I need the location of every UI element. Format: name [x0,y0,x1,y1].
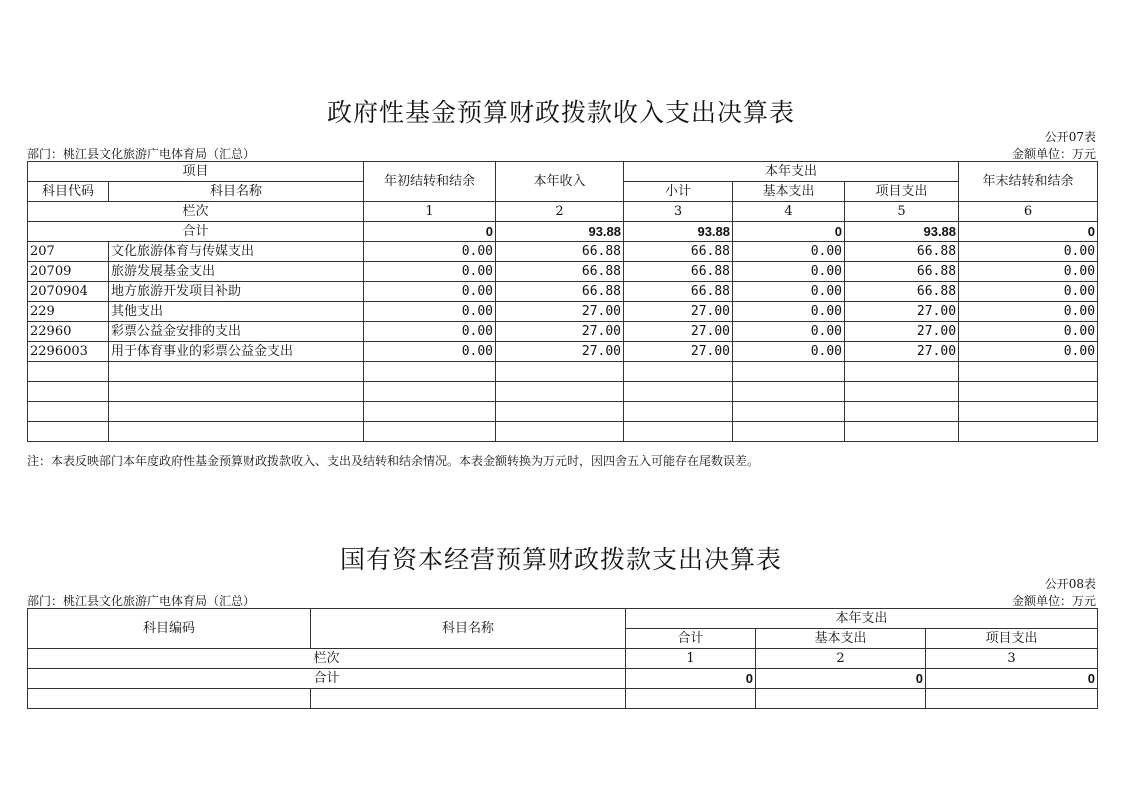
table2 [27,608,1098,709]
column-index: 1 [626,649,756,669]
table1-column-index-row [28,202,1098,222]
total-project: 0 [926,669,1098,689]
header-project: 项目支出 [845,182,959,202]
row-code: 2296003 [28,342,109,362]
column-index: 4 [733,202,845,222]
total-end: 0 [959,222,1098,242]
row-project: 27.00 [845,322,959,342]
header-basic: 基本支出 [756,629,926,649]
row-income: 27.00 [496,342,624,362]
row-end: 0.00 [959,322,1098,342]
total-subtotal: 93.88 [624,222,733,242]
row-end: 0.00 [959,282,1098,302]
table2-unit: 金额单位：万元 [1011,594,1096,608]
row-subtotal: 66.88 [624,282,733,302]
table-row [28,342,1098,362]
row-code: 22960 [28,322,109,342]
header-subject-name: 科目名称 [109,182,364,202]
header-income: 本年收入 [496,162,624,202]
row-basic: 0.00 [733,322,845,342]
table2-department: 部门：桃江县文化旅游广电体育局（汇总） [27,594,256,608]
row-begin: 0.00 [364,262,496,282]
table2-total-row [28,669,1098,689]
row-name: 旅游发展基金支出 [109,262,364,282]
table-row [28,262,1098,282]
table-row [28,282,1098,302]
row-basic: 0.00 [733,242,845,262]
header-item: 项目 [28,162,364,182]
row-code: 229 [28,302,109,322]
row-basic: 0.00 [733,282,845,302]
column-index: 1 [364,202,496,222]
table2-header-row [28,609,1098,629]
total-income: 93.88 [496,222,624,242]
row-name: 彩票公益金安排的支出 [109,322,364,342]
row-begin: 0.00 [364,342,496,362]
column-index-label: 栏次 [28,649,626,669]
header-project: 项目支出 [926,629,1098,649]
column-index: 5 [845,202,959,222]
column-index: 2 [756,649,926,669]
row-code: 207 [28,242,109,262]
empty-row [28,382,1098,402]
column-index: 3 [624,202,733,222]
total-basic: 0 [756,669,926,689]
row-basic: 0.00 [733,262,845,282]
total-label: 合计 [28,669,626,689]
table1-unit: 金额单位：万元 [1011,147,1096,161]
row-project: 27.00 [845,302,959,322]
row-code: 2070904 [28,282,109,302]
total-project: 93.88 [845,222,959,242]
row-basic: 0.00 [733,302,845,322]
table-row [28,322,1098,342]
row-subtotal: 27.00 [624,342,733,362]
row-project: 27.00 [845,342,959,362]
empty-row [28,362,1098,382]
row-end: 0.00 [959,302,1098,322]
row-begin: 0.00 [364,242,496,262]
row-project: 66.88 [845,242,959,262]
row-begin: 0.00 [364,282,496,302]
row-income: 66.88 [496,262,624,282]
table2-code: 公开08表 [1044,577,1096,591]
table1-header-row [28,162,1098,182]
header-subject-code: 科目代码 [28,182,109,202]
row-code: 20709 [28,262,109,282]
table1 [27,161,1098,442]
row-name: 用于体育事业的彩票公益金支出 [109,342,364,362]
table1-note: 注：本表反映部门本年度政府性基金预算财政拨款收入、支出及结转和结余情况。本表金额转换为万元时，因四舍五入可能存在尾数误差。 [27,454,760,468]
header-expenditure: 本年支出 [624,162,959,182]
row-project: 66.88 [845,282,959,302]
row-subtotal: 27.00 [624,322,733,342]
row-end: 0.00 [959,342,1098,362]
row-subtotal: 66.88 [624,242,733,262]
row-subtotal: 66.88 [624,262,733,282]
table2-column-index-row [28,649,1098,669]
table1-title: 政府性基金预算财政拨款收入支出决算表 [326,98,795,127]
header-subject-code: 科目编码 [28,609,311,649]
total-label: 合计 [28,222,364,242]
row-end: 0.00 [959,242,1098,262]
row-income: 27.00 [496,302,624,322]
total-total: 0 [626,669,756,689]
table-row [28,302,1098,322]
row-name: 其他支出 [109,302,364,322]
header-begin-balance: 年初结转和结余 [364,162,496,202]
column-index-label: 栏次 [28,202,364,222]
table1-code: 公开07表 [1044,130,1096,144]
row-name: 地方旅游开发项目补助 [109,282,364,302]
total-begin: 0 [364,222,496,242]
header-expenditure: 本年支出 [626,609,1098,629]
table1-department: 部门：桃江县文化旅游广电体育局（汇总） [27,147,256,161]
row-income: 66.88 [496,282,624,302]
column-index: 3 [926,649,1098,669]
row-begin: 0.00 [364,322,496,342]
table-row [28,242,1098,262]
row-name: 文化旅游体育与传媒支出 [109,242,364,262]
header-basic: 基本支出 [733,182,845,202]
row-subtotal: 27.00 [624,302,733,322]
empty-row [28,402,1098,422]
empty-row [28,689,1098,709]
column-index: 6 [959,202,1098,222]
header-end-balance: 年末结转和结余 [959,162,1098,202]
empty-row [28,422,1098,442]
row-project: 66.88 [845,262,959,282]
header-subject-name: 科目名称 [311,609,626,649]
row-end: 0.00 [959,262,1098,282]
row-basic: 0.00 [733,342,845,362]
row-begin: 0.00 [364,302,496,322]
total-basic: 0 [733,222,845,242]
table2-title: 国有资本经营预算财政拨款支出决算表 [339,545,782,574]
header-subtotal: 小计 [624,182,733,202]
header-total: 合计 [626,629,756,649]
table1-total-row [28,222,1098,242]
row-income: 27.00 [496,322,624,342]
row-income: 66.88 [496,242,624,262]
column-index: 2 [496,202,624,222]
